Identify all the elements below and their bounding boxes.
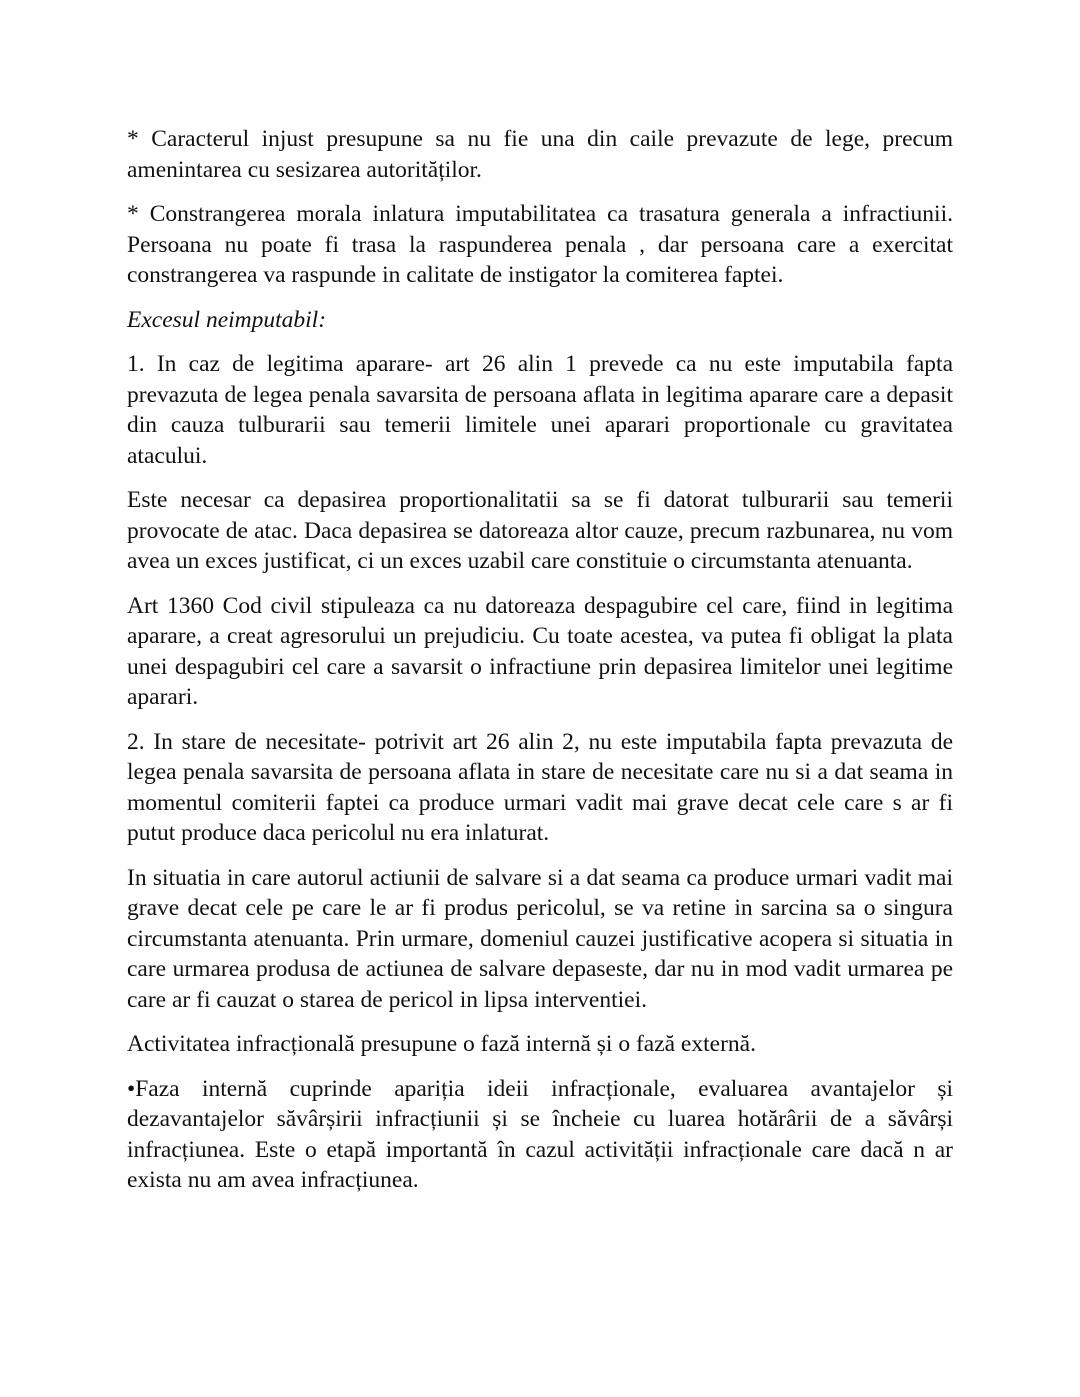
document-page — [127, 124, 953, 1210]
paragraph-stare-de-necesitate: 2. In stare de necesitate- potrivit art 26 alin 2, nu este imputabila fapta prevazuta de legea penala savarsita de persoana aflata in stare de necesitate care nu si a dat seama in momentul comiterii faptei ca produce urmari vadit mai grave decat cele care s ar fi putut produce daca pericolul nu era inlaturat. — [127, 728, 953, 846]
paragraph-legitima-aparare: 1. In caz de legitima aparare- art 26 alin 1 prevede ca nu este imputabila fapta prevazuta de legea penala savarsita de persoana aflata in legitima aparare care a depasit din cauza tulburarii sau temerii limitele unei aparari proportionale cu gravitatea atacului. — [127, 351, 953, 469]
section-heading-excesul-neimputabil: Excesul neimputabil: — [127, 306, 327, 333]
paragraph-art-1360-cod-civil: Art 1360 Cod civil stipuleaza ca nu datoreaza despagubire cel care, fiind in legitima aparare, a creat agresorului un prejudiciu. Cu toate acestea, va putea fi obligat la plata unei despagubiri cel care a savarsit o infractiune prin depasirea limitelor unei legitime aparari. — [127, 592, 953, 710]
paragraph-faza-interna: •Faza internă cuprinde apariția ideii infracționale, evaluarea avantajelor și dezavantajelor săvârșirii infracțiunii și se încheie cu luarea hotărârii de a săvârși infracțiunea. Este o etapă importantă în cazul activității infracționale care dacă n ar exista nu am avea infracțiunea. — [127, 1075, 953, 1193]
paragraph-constrangerea-morala: * Constrangerea morala inlatura imputabilitatea ca trasatura generala a infractiunii. Persoana nu poate fi trasa la raspunderea penala , dar persoana care a exercitat constrangerea va raspunde in calitate de instigator la comiterea faptei. — [127, 201, 953, 288]
paragraph-depasirea-proportionalitatii: Este necesar ca depasirea proportionalitatii sa se fi datorat tulburarii sau temerii provocate de atac. Daca depasirea se datoreaza altor cauze, precum razbunarea, nu vom avea un exces justificat, ci un exces uzabil care constituie o circumstanta atenuanta. — [127, 487, 953, 574]
paragraph-caracterul-injust: * Caracterul injust presupune sa nu fie una din caile prevazute de lege, precum amenintarea cu sesizarea autorităților. — [127, 126, 953, 183]
paragraph-actiunea-de-salvare: In situatia in care autorul actiunii de salvare si a dat seama ca produce urmari vadit mai grave decat cele pe care le ar fi produs pericolul, se va retine in sarcina sa o singura circumstanta atenuanta. Prin urmare, domeniul cauzei justificative acopera si situatia in care urmarea produsa de actiunea de salvare depaseste, dar nu in mod vadit urmarea pe care ar fi cauzat o starea de pericol in lipsa interventiei. — [127, 864, 953, 1013]
paragraph-activitatea-infractionala: Activitatea infracțională presupune o fază internă și o fază externă. — [127, 1031, 756, 1057]
